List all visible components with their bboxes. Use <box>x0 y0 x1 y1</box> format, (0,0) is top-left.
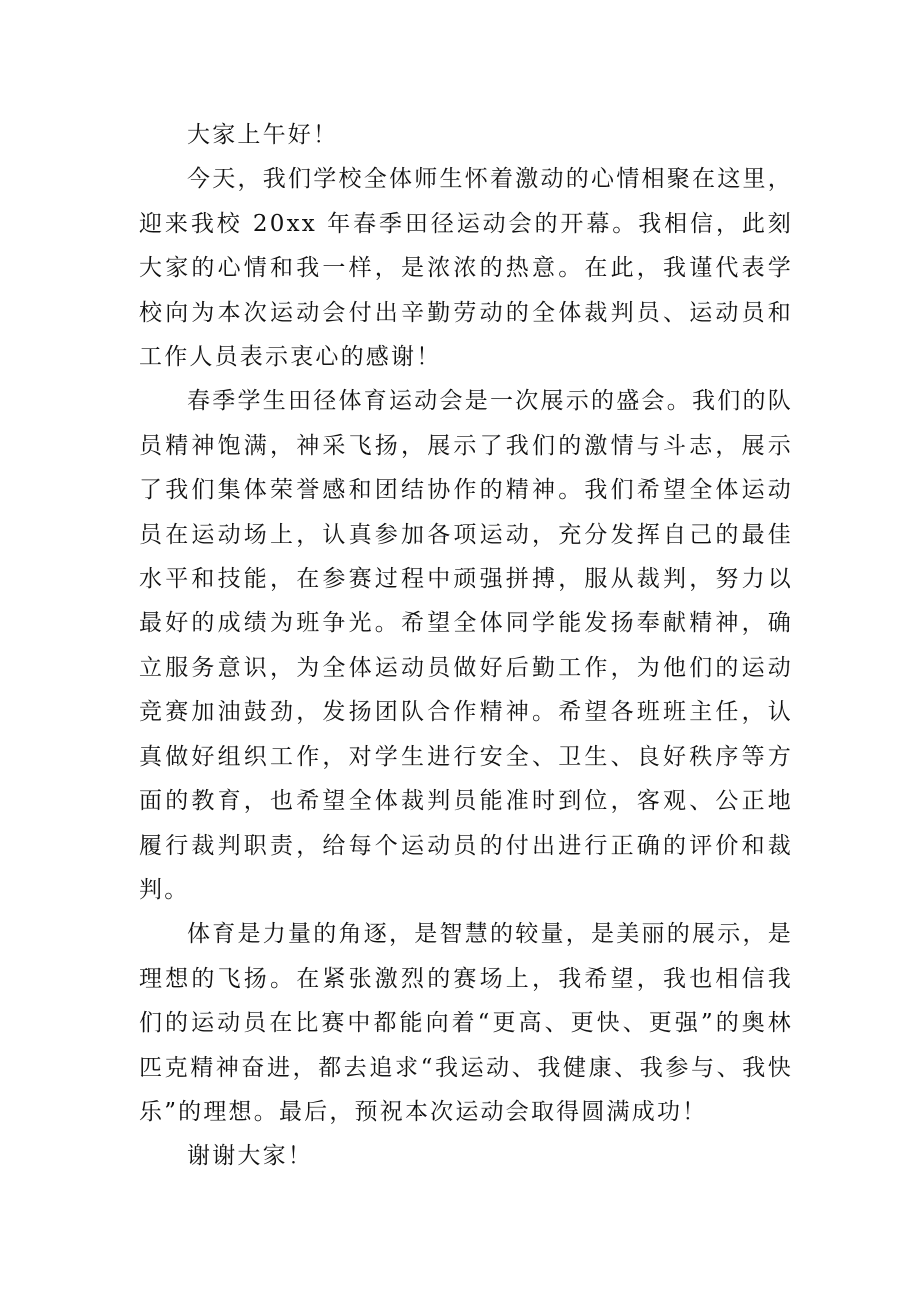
greeting-paragraph: 大家上午好！ <box>187 122 339 148</box>
opening-paragraph: 今天，我们学校全体师生怀着激动的心情相聚在这里，迎来我校 20xx 年春季田径运动会的开幕。我相信，此刻大家的心情和我一样，是浓浓的热意。在此，我谨代表学校向为本次运动会付出辛勤劳动的全体裁判员、运动员和工作人员表示衷心的感谢！ <box>139 166 793 371</box>
expectations-paragraph: 春季学生田径体育运动会是一次展示的盛会。我们的队员精神饱满，神采飞扬，展示了我们的激情与斗志，展示了我们集体荣誉感和团结协作的精神。我们希望全体运动员在运动场上，认真参加各项运动，充分发挥自己的最佳水平和技能，在参赛过程中顽强拼搏，服从裁判，努力以最好的成绩为班争光。希望全体同学能发扬奉献精神，确立服务意识，为全体运动员做好后勤工作，为他们的运动竞赛加油鼓劲，发扬团队合作精神。希望各班班主任，认真做好组织工作，对学生进行安全、卫生、良好秩序等方面的教育，也希望全体裁判员能准时到位，客观、公正地履行裁判职责，给每个运动员的付出进行正确的评价和裁判。 <box>139 388 793 903</box>
speech-body <box>139 113 793 1179</box>
closing-paragraph: 体育是力量的角逐，是智慧的较量，是美丽的展示，是理想的飞扬。在紧张激烈的赛场上，我希望，我也相信我们的运动员在比赛中都能向着“更高、更快、更强”的奥林匹克精神奋进，都去追求“我运动、我健康、我参与、我快乐”的理想。最后，预祝本次运动会取得圆满成功！ <box>139 921 793 1125</box>
thanks-paragraph: 谢谢大家！ <box>187 1143 313 1170</box>
